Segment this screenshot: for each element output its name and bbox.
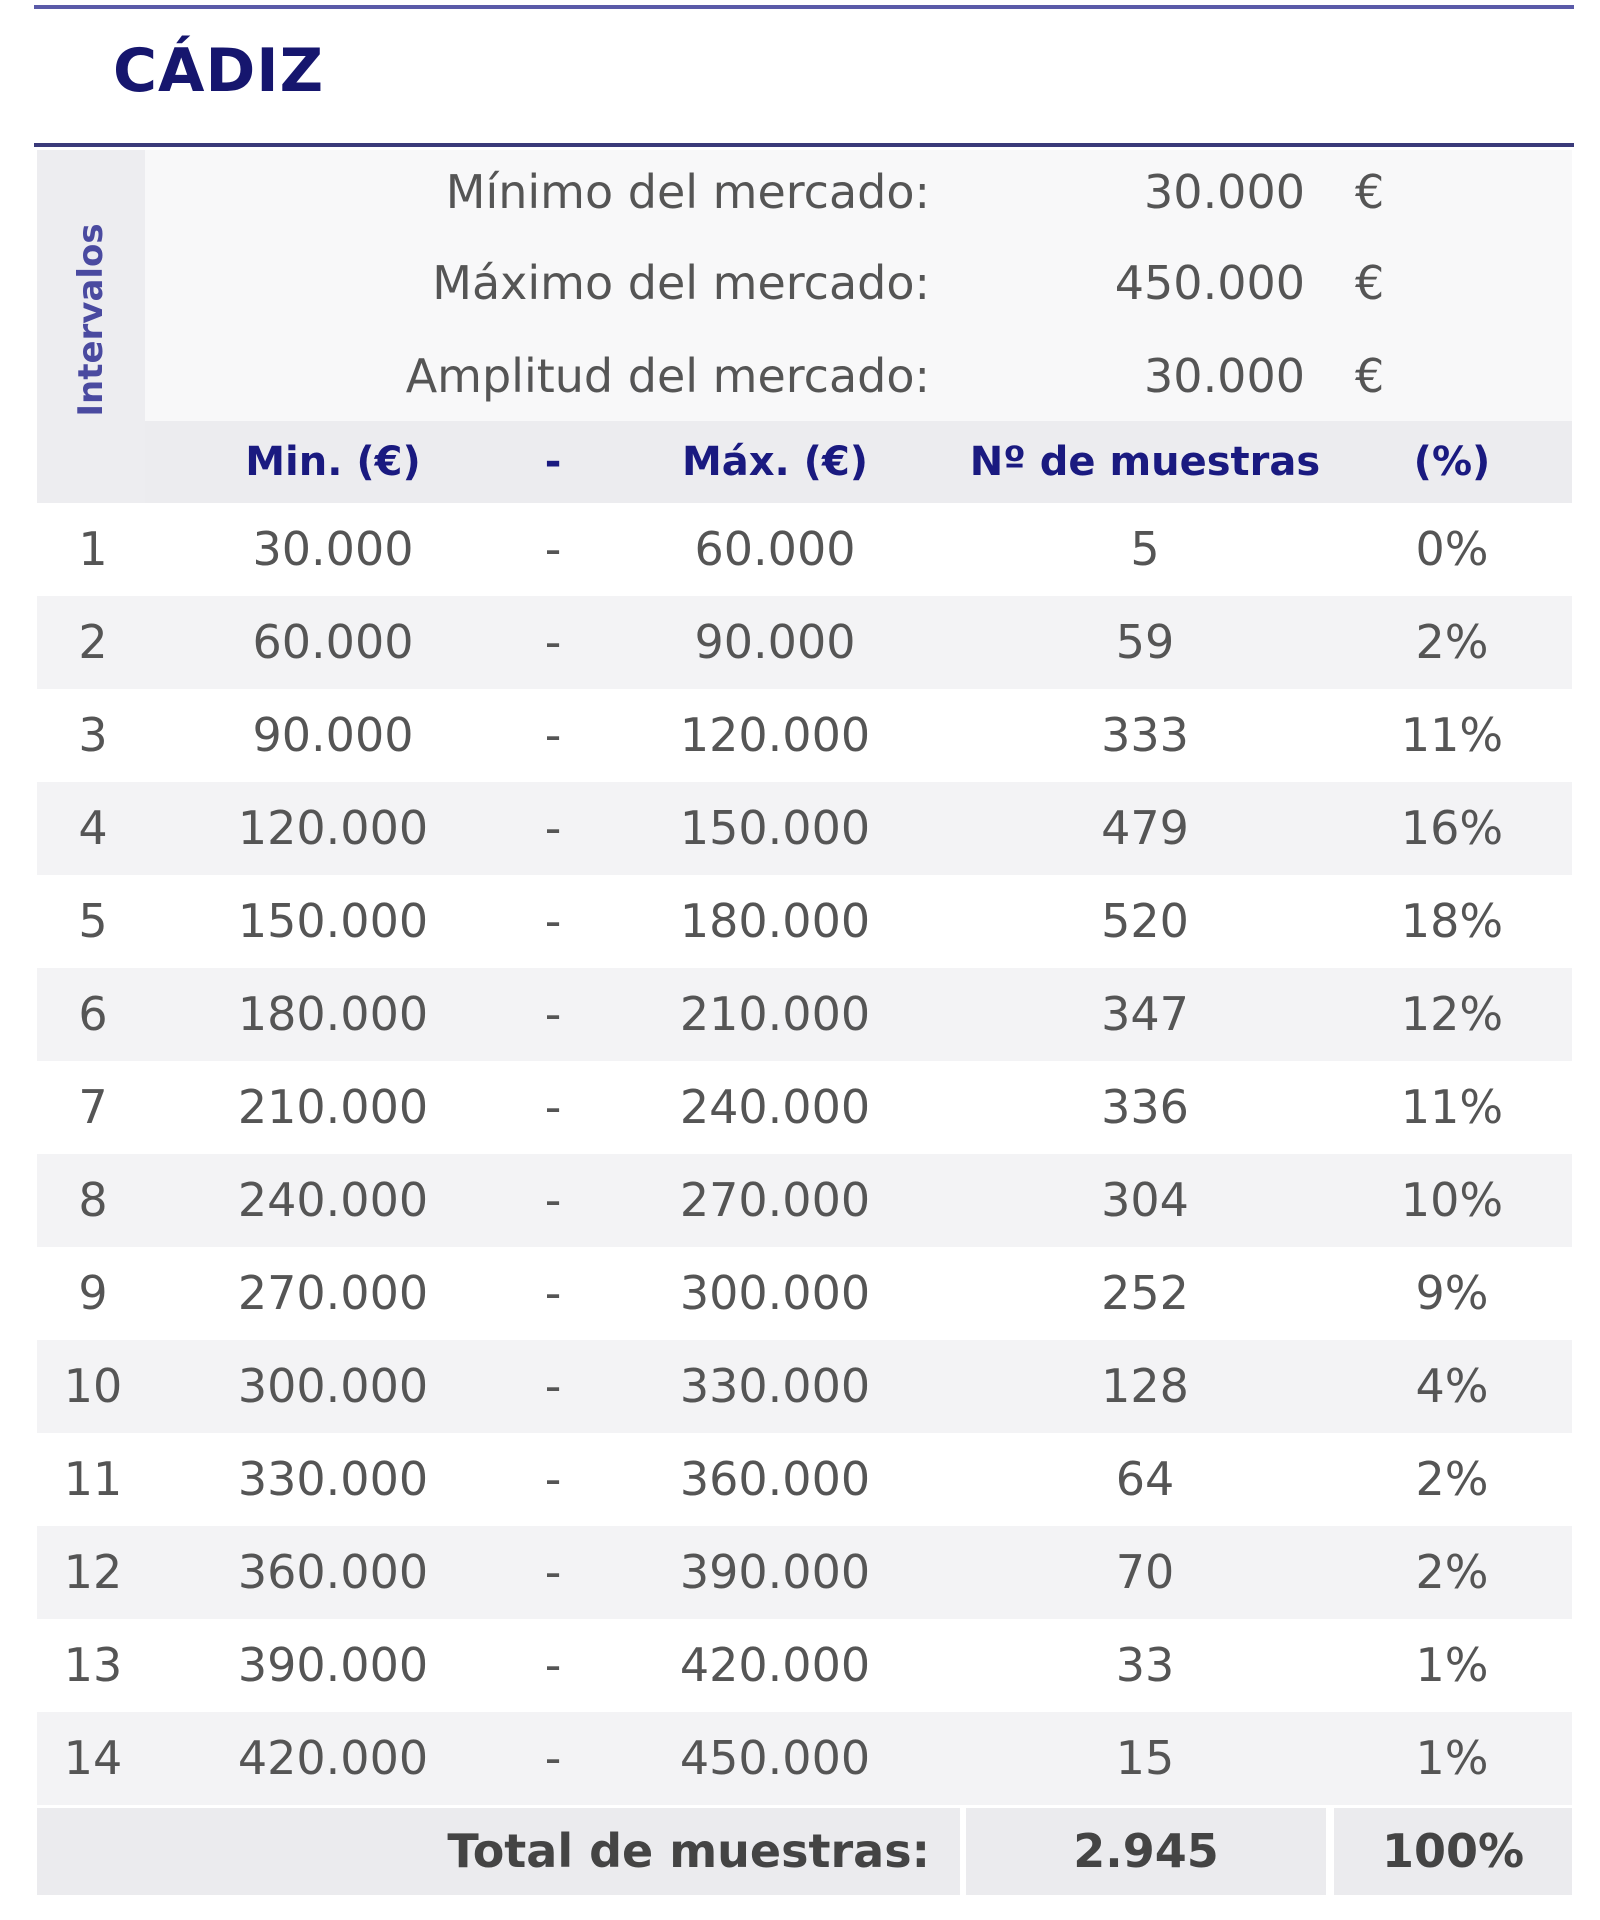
cell-min: 90.000 bbox=[252, 708, 414, 762]
info-value: 30.000 bbox=[1144, 349, 1305, 403]
cell-sep: - bbox=[544, 1452, 562, 1506]
cell-count: 304 bbox=[1101, 1173, 1189, 1227]
cell-min: 150.000 bbox=[237, 894, 429, 948]
cell-count: 479 bbox=[1101, 801, 1189, 855]
cell-sep: - bbox=[544, 1359, 562, 1413]
cell-count: 70 bbox=[1115, 1545, 1175, 1599]
cell-count: 64 bbox=[1115, 1452, 1175, 1506]
cell-pct: 2% bbox=[1415, 1452, 1489, 1506]
cell-max: 60.000 bbox=[694, 522, 856, 576]
info-value: 450.000 bbox=[1114, 256, 1305, 310]
cell-sep: - bbox=[544, 522, 562, 576]
cell-count: 520 bbox=[1101, 894, 1189, 948]
cell-sep: - bbox=[544, 987, 562, 1041]
cell-pct: 18% bbox=[1400, 894, 1504, 948]
cell-max: 270.000 bbox=[679, 1173, 871, 1227]
table-row bbox=[37, 1526, 1572, 1619]
table-row bbox=[37, 1247, 1572, 1340]
cell-n: 12 bbox=[63, 1545, 123, 1599]
cell-min: 420.000 bbox=[237, 1731, 429, 1785]
cell-n: 13 bbox=[63, 1638, 123, 1692]
cell-min: 360.000 bbox=[237, 1545, 429, 1599]
cell-sep: - bbox=[544, 615, 562, 669]
cell-count: 252 bbox=[1101, 1266, 1189, 1320]
cell-pct: 12% bbox=[1400, 987, 1504, 1041]
table-row bbox=[37, 1340, 1572, 1433]
cell-sep: - bbox=[544, 708, 562, 762]
table-row bbox=[37, 596, 1572, 689]
cell-pct: 2% bbox=[1415, 1545, 1489, 1599]
cell-n: 3 bbox=[78, 708, 108, 762]
table-row bbox=[37, 1433, 1572, 1526]
cell-pct: 10% bbox=[1400, 1173, 1504, 1227]
cell-count: 333 bbox=[1101, 708, 1189, 762]
info-value: 30.000 bbox=[1144, 165, 1305, 219]
cell-sep: - bbox=[544, 1731, 562, 1785]
info-label: Máximo del mercado: bbox=[432, 256, 930, 310]
cell-max: 300.000 bbox=[679, 1266, 871, 1320]
cell-count: 336 bbox=[1101, 1080, 1189, 1134]
cell-pct: 9% bbox=[1415, 1266, 1489, 1320]
cell-n: 7 bbox=[78, 1080, 108, 1134]
header-sep: - bbox=[544, 439, 562, 485]
cell-count: 347 bbox=[1101, 987, 1189, 1041]
table-row bbox=[37, 875, 1572, 968]
cell-sep: - bbox=[544, 1080, 562, 1134]
cell-max: 180.000 bbox=[679, 894, 871, 948]
cell-min: 30.000 bbox=[252, 522, 414, 576]
cell-min: 240.000 bbox=[237, 1173, 429, 1227]
table-row bbox=[37, 1061, 1572, 1154]
cell-min: 120.000 bbox=[237, 801, 429, 855]
cell-min: 330.000 bbox=[237, 1452, 429, 1506]
cell-pct: 11% bbox=[1400, 708, 1504, 762]
top-rule bbox=[34, 5, 1574, 9]
table-row bbox=[37, 503, 1572, 596]
cell-n: 9 bbox=[78, 1266, 108, 1320]
cell-sep: - bbox=[544, 1173, 562, 1227]
cell-max: 420.000 bbox=[679, 1638, 871, 1692]
table-row bbox=[37, 968, 1572, 1061]
cell-max: 150.000 bbox=[679, 801, 871, 855]
header-min: Min. (€) bbox=[245, 439, 421, 485]
info-unit: € bbox=[1355, 349, 1385, 403]
cell-max: 210.000 bbox=[679, 987, 871, 1041]
cell-max: 450.000 bbox=[679, 1731, 871, 1785]
cell-n: 14 bbox=[63, 1731, 123, 1785]
cell-pct: 4% bbox=[1415, 1359, 1489, 1413]
table-row bbox=[37, 1712, 1572, 1805]
cell-sep: - bbox=[544, 894, 562, 948]
cell-n: 5 bbox=[78, 894, 108, 948]
cell-count: 15 bbox=[1115, 1731, 1175, 1785]
intervals-label: Intervalos bbox=[71, 223, 111, 417]
cell-sep: - bbox=[544, 1266, 562, 1320]
cell-count: 5 bbox=[1130, 522, 1160, 576]
cell-n: 2 bbox=[78, 615, 108, 669]
total-count-cell bbox=[966, 1808, 1326, 1895]
cell-pct: 1% bbox=[1415, 1638, 1489, 1692]
page-title: CÁDIZ bbox=[113, 36, 325, 106]
cell-pct: 2% bbox=[1415, 615, 1489, 669]
total-count: 2.945 bbox=[1073, 1824, 1219, 1878]
title-rule bbox=[34, 143, 1574, 147]
cell-sep: - bbox=[544, 801, 562, 855]
info-label: Amplitud del mercado: bbox=[405, 349, 930, 403]
cell-sep: - bbox=[544, 1638, 562, 1692]
cell-max: 330.000 bbox=[679, 1359, 871, 1413]
total-pct-cell bbox=[1334, 1808, 1572, 1895]
info-unit: € bbox=[1355, 256, 1385, 310]
table-row bbox=[37, 689, 1572, 782]
table-row bbox=[37, 782, 1572, 875]
table-row bbox=[37, 1154, 1572, 1247]
total-label: Total de muestras: bbox=[447, 1824, 930, 1878]
market-info-row bbox=[0, 336, 1600, 416]
market-info-row bbox=[0, 243, 1600, 323]
cell-min: 210.000 bbox=[237, 1080, 429, 1134]
cell-count: 128 bbox=[1101, 1359, 1189, 1413]
info-label: Mínimo del mercado: bbox=[445, 165, 930, 219]
cell-count: 33 bbox=[1115, 1638, 1175, 1692]
cell-n: 10 bbox=[63, 1359, 123, 1413]
cell-min: 270.000 bbox=[237, 1266, 429, 1320]
cell-min: 390.000 bbox=[237, 1638, 429, 1692]
header-pct: (%) bbox=[1413, 439, 1491, 485]
cell-min: 60.000 bbox=[252, 615, 414, 669]
cell-pct: 11% bbox=[1400, 1080, 1504, 1134]
total-label-cell bbox=[37, 1808, 960, 1895]
header-count: Nº de muestras bbox=[969, 439, 1321, 485]
cell-pct: 0% bbox=[1415, 522, 1489, 576]
market-info-row bbox=[0, 152, 1600, 232]
cell-n: 6 bbox=[78, 987, 108, 1041]
total-pct: 100% bbox=[1381, 1824, 1525, 1878]
cell-sep: - bbox=[544, 1545, 562, 1599]
cell-n: 8 bbox=[78, 1173, 108, 1227]
cell-max: 360.000 bbox=[679, 1452, 871, 1506]
cell-min: 180.000 bbox=[237, 987, 429, 1041]
cell-n: 11 bbox=[63, 1452, 123, 1506]
cell-max: 90.000 bbox=[694, 615, 856, 669]
cell-max: 240.000 bbox=[679, 1080, 871, 1134]
cell-pct: 16% bbox=[1400, 801, 1504, 855]
info-unit: € bbox=[1355, 165, 1385, 219]
cell-n: 4 bbox=[78, 801, 108, 855]
cell-max: 120.000 bbox=[679, 708, 871, 762]
table-row bbox=[37, 1619, 1572, 1712]
cell-n: 1 bbox=[78, 522, 108, 576]
cell-min: 300.000 bbox=[237, 1359, 429, 1413]
header-max: Máx. (€) bbox=[681, 439, 869, 485]
cell-count: 59 bbox=[1115, 615, 1175, 669]
cell-pct: 1% bbox=[1415, 1731, 1489, 1785]
cell-max: 390.000 bbox=[679, 1545, 871, 1599]
